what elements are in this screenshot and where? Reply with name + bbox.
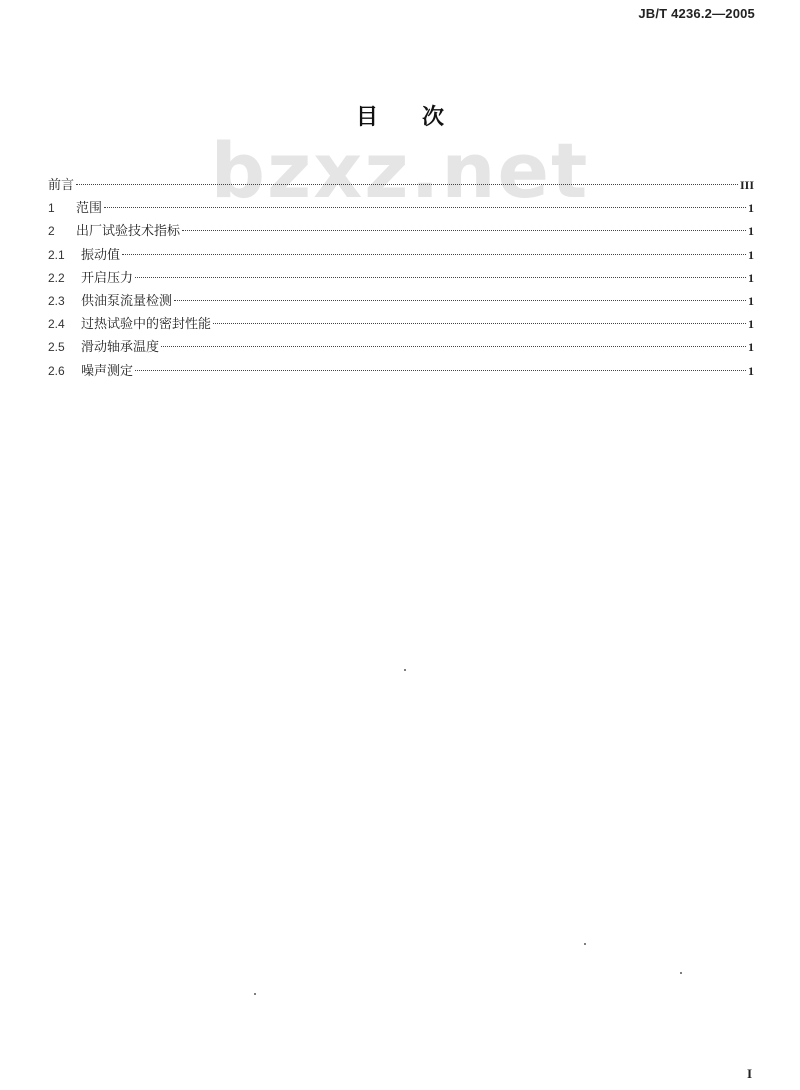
toc-entry-number: 2.4 [48, 317, 65, 332]
toc-entry-oil-pump-flow[interactable] [48, 290, 754, 313]
toc-entry-number: 2.5 [48, 340, 65, 355]
toc-entry-noise[interactable] [48, 360, 754, 383]
toc-entry-title: 振动值 [81, 247, 121, 263]
toc-entry-factory-test[interactable] [48, 220, 754, 243]
toc-entry-vibration[interactable] [48, 244, 754, 267]
toc-leader-dots [76, 184, 738, 185]
toc-leader-dots [213, 323, 746, 324]
toc-entry-bearing-temperature[interactable] [48, 336, 754, 359]
toc-leader-dots [122, 254, 746, 255]
toc-entry-title: 供油泵流量检测 [81, 293, 173, 309]
toc-entry-number: 2.6 [48, 363, 65, 378]
page-number: I [746, 1066, 752, 1081]
scan-speck [584, 943, 586, 945]
scan-speck [254, 993, 256, 995]
toc-entry-page: 1 [748, 363, 754, 378]
toc-entry-page: III [739, 178, 754, 192]
toc-leader-dots [135, 370, 746, 371]
toc-entry-number: 2.2 [48, 270, 65, 285]
toc-entry-number: 2.1 [48, 247, 65, 262]
standard-code: JB/T 4236.2—2005 [638, 6, 755, 21]
toc-entry-number: 2 [48, 224, 55, 239]
toc-entry-title: 出厂试验技术指标 [76, 224, 181, 240]
toc-entry-sealing-performance[interactable] [48, 313, 754, 336]
toc-entry-foreword[interactable] [48, 174, 754, 197]
toc-entry-number: 2.3 [48, 293, 65, 308]
page-title: 目次 [355, 104, 488, 130]
toc-entry-title: 开启压力 [81, 270, 134, 286]
toc-leader-dots [135, 277, 746, 278]
toc-entry-scope[interactable] [48, 197, 754, 220]
toc-entry-title: 范围 [76, 201, 103, 217]
toc-entry-title: 过热试验中的密封性能 [81, 317, 212, 333]
toc-entry-page: 1 [748, 201, 754, 216]
toc-entry-opening-pressure[interactable] [48, 267, 754, 290]
toc-entry-title: 噪声测定 [81, 363, 134, 379]
toc-entry-number: 1 [48, 201, 55, 216]
toc-entry-page: 1 [748, 317, 754, 332]
toc-entry-page: 1 [748, 293, 754, 308]
toc-leader-dots [161, 346, 746, 347]
toc-entry-page: 1 [748, 247, 754, 262]
scan-speck [404, 669, 406, 671]
scan-speck [680, 972, 682, 974]
toc-entry-page: 1 [748, 224, 754, 239]
toc-entry-title: 前言 [48, 178, 75, 193]
toc-entry-page: 1 [748, 270, 754, 285]
toc-leader-dots [104, 207, 746, 208]
watermark: bzxz.net [210, 126, 590, 215]
table-of-contents [48, 174, 754, 383]
toc-entry-title: 滑动轴承温度 [81, 340, 160, 356]
toc-leader-dots [174, 300, 746, 301]
toc-leader-dots [182, 230, 746, 231]
toc-entry-page: 1 [748, 340, 754, 355]
